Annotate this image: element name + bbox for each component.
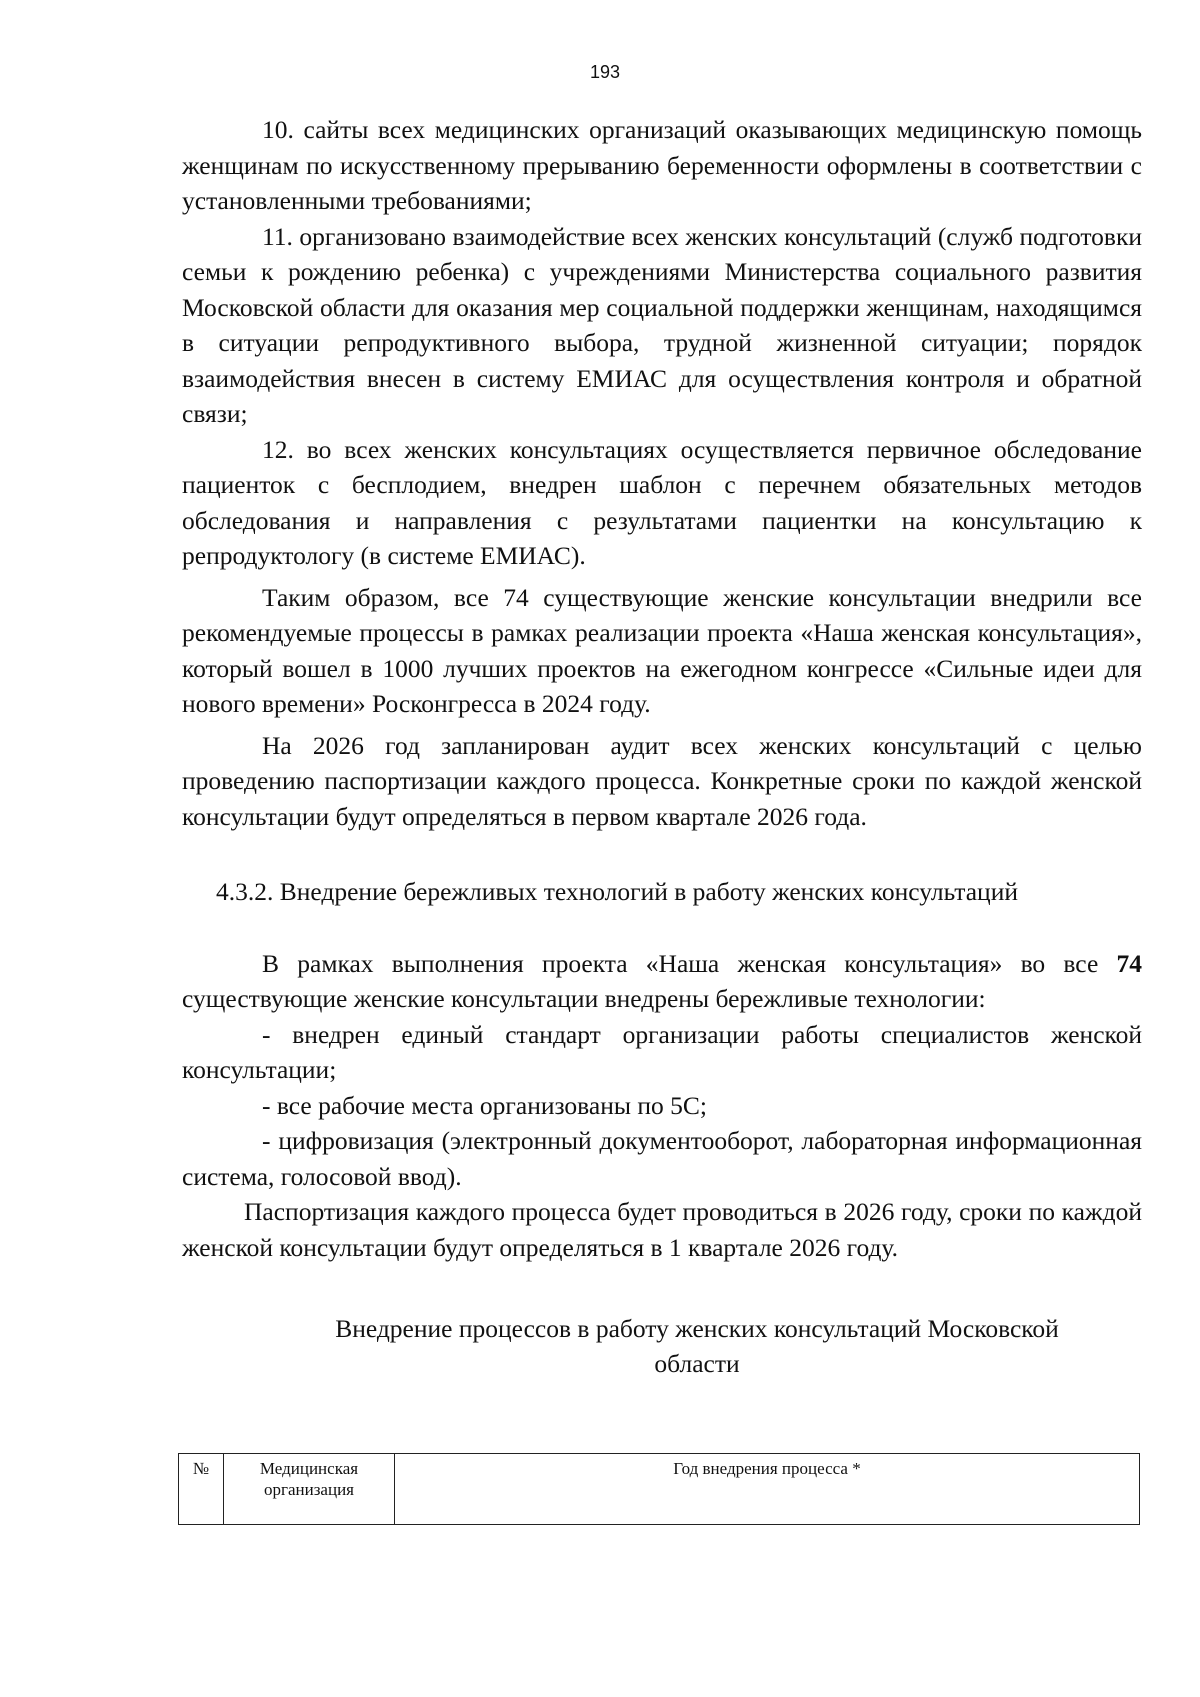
lean-intro-after: существующие женские консультации внедрены бережливые технологии: [182, 984, 986, 1013]
paragraph-plan-2026: На 2026 год запланирован аудит всех женских консультаций с целью проведению паспортизации каждого процесса. Конкретные сроки по каждой женской консультации будут определяться в первом квартале 2026 года. [182, 730, 1142, 831]
column-header-year: Год внедрения процесса * [395, 1454, 1140, 1525]
paragraph-item-12: 12. во всех женских консультациях осуществляется первичное обследование пациенток с бесплодием, внедрен шаблон с перечнем обязательных методов обследования и направления с результатами пациентки на консультацию к репродуктологу (в системе ЕМИАС). [182, 434, 1142, 570]
section-heading: 4.3.2. Внедрение бережливых технологий в работу женских консультаций [216, 877, 1018, 906]
document-body [182, 112, 1142, 1381]
paragraph-item-11: 11. организовано взаимодействие всех женских консультаций (служб подготовки семьи к рождению ребенка) с учреждениями Министерства социального развития Московской области для оказания мер социальной поддержки женщинам, находящимся в ситуации репродуктивного выбора, трудной жизненной ситуации; порядок взаимодействия внесен в систему ЕМИАС для осуществления контроля и обратной связи; [182, 221, 1142, 428]
process-table [178, 1453, 1140, 1525]
list-item-5s: - все рабочие места организованы по 5С; [262, 1090, 707, 1120]
list-item-standard: - внедрен единый стандарт организации работы специалистов женской консультации; [182, 1019, 1142, 1084]
lean-intro-number: 74 [1116, 948, 1142, 978]
column-header-number: № [179, 1454, 224, 1525]
table-title: Внедрение процессов в работу женских консультаций Московской области [335, 1314, 1059, 1378]
page-number: 193 [589, 62, 621, 82]
column-header-organization: Медицинская организация [224, 1454, 395, 1525]
paragraph-lean-intro [182, 946, 1142, 1017]
paragraph-summary: Таким образом, все 74 существующие женские консультации внедрили все рекомендуемые процессы в рамках реализации проекта «Наша женская консультация», который вошел в 1000 лучших проектов на ежегодном конгрессе «Сильные идеи для нового времени» Росконгресса в 2024 году. [182, 582, 1142, 718]
paragraph-passportization: Паспортизация каждого процесса будет проводиться в 2026 году, сроки по каждой женской консультации будут определяться в 1 квартале 2026 году. [182, 1197, 1142, 1262]
paragraph-item-10: 10. сайты всех медицинских организаций оказывающих медицинскую помощь женщинам по искусственному прерыванию беременности оформлены в соответствии с установленными требованиями; [182, 115, 1142, 215]
table-header-row [179, 1454, 1140, 1525]
lean-intro-before: В рамках выполнения проекта «Наша женская консультация» во все [262, 948, 1117, 978]
list-item-digitalization: - цифровизация (электронный документооборот, лабораторная информационная система, голосовой ввод). [182, 1126, 1142, 1191]
